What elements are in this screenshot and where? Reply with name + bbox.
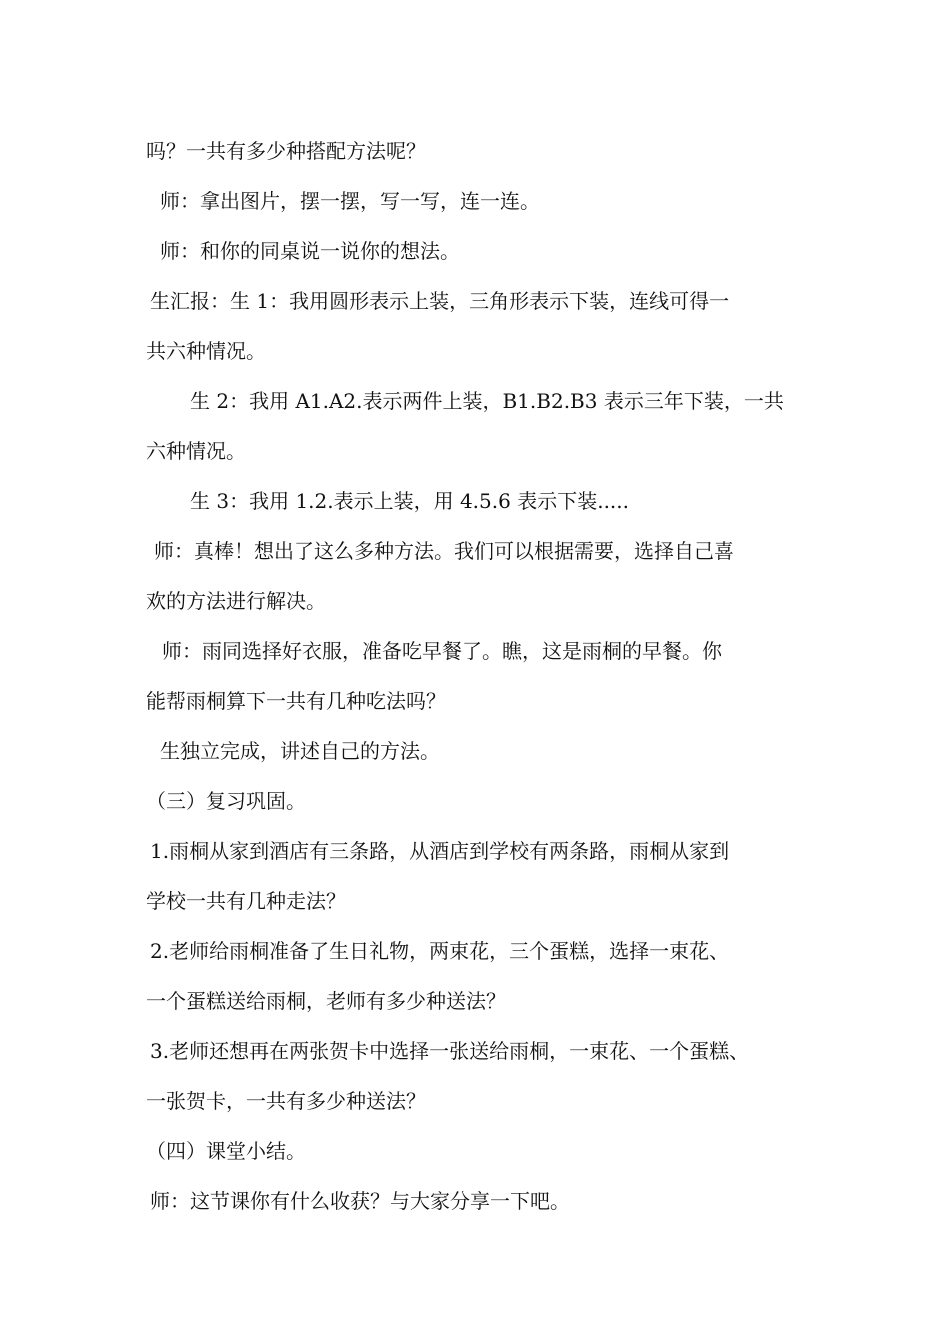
text-line: 一个蛋糕送给雨桐，老师有多少种送法？ [146,989,506,1013]
text-line: 师：这节课你有什么收获？与大家分享一下吧。 [150,1189,570,1213]
text-line: 能帮雨桐算下一共有几种吃法吗？ [146,689,446,713]
text-line: 师：真棒！想出了这么多种方法。我们可以根据需要，选择自己喜 [154,539,734,563]
text-line: 生 2：我用 A1.A2.表示两件上装，B1.B2.B3 表示三年下装，一共 [190,389,784,413]
text-line: 共六种情况。 [146,339,266,363]
section-heading: （三）复习巩固。 [146,789,306,813]
text-line: 师：和你的同桌说一说你的想法。 [160,239,460,263]
exercise-item: 1.雨桐从家到酒店有三条路，从酒店到学校有两条路，雨桐从家到 [150,839,730,863]
text-line: 学校一共有几种走法？ [146,889,346,913]
text-line: 生 3：我用 1.2.表示上装，用 4.5.6 表示下装..... [190,489,629,513]
exercise-item: 3.老师还想再在两张贺卡中选择一张送给雨桐，一束花、一个蛋糕、 [150,1039,750,1063]
text-line: 吗？一共有多少种搭配方法呢？ [146,139,426,163]
text-line: 生独立完成，讲述自己的方法。 [160,739,440,763]
text-line: 师：拿出图片，摆一摆，写一写，连一连。 [160,189,540,213]
section-heading: （四）课堂小结。 [146,1139,306,1163]
text-line: 一张贺卡，一共有多少种送法？ [146,1089,426,1113]
exercise-item: 2.老师给雨桐准备了生日礼物，两束花，三个蛋糕，选择一束花、 [150,939,730,963]
text-line: 六种情况。 [146,439,246,463]
text-line: 欢的方法进行解决。 [146,589,326,613]
text-line: 师：雨同选择好衣服，准备吃早餐了。瞧，这是雨桐的早餐。你 [162,639,722,663]
text-line: 生汇报：生 1：我用圆形表示上装，三角形表示下装，连线可得一 [150,289,730,313]
